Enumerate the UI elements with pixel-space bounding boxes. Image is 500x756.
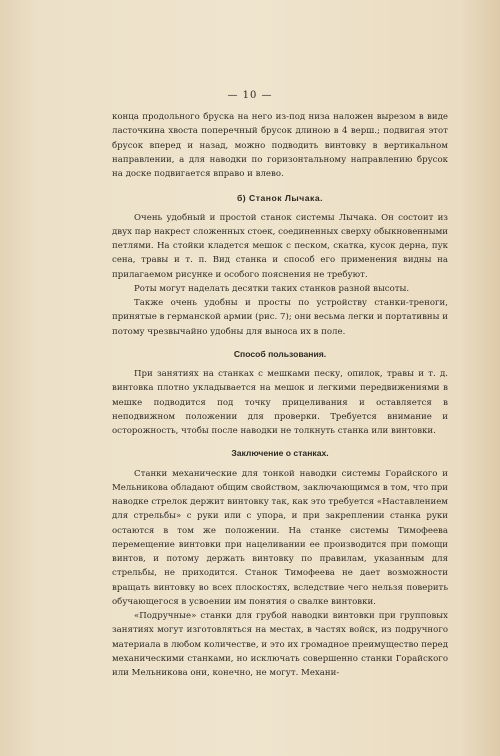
paragraph: Станки механические для тонкой наводки системы Горайского и Мельникова обладают общим свойством, заключающимся в том, что при наводке стрелок держит винтовку так, как это требуется «Наставлением для стрельбы» с руки или с упора, и при закреплении станка руки остаются в том же положении. На станке системы Тимофеева перемещение винтовки при нацеливании ее производится при помощи винтов, и потому держать винтовку по правилам, указанным для стрельбы, не приходится. Станок Тимофеева не дает возможности вращать винтовку во всех плоскостях, вследствие чего нельзя поверить обучающегося в усвоении им понятия о свалке винтовки. — [112, 468, 448, 607]
paragraph: При занятиях на станках с мешками песку, опилок, травы и т. д. винтовка плотно укладывается на мешок и легкими передвижениями в мешке подводится под точку прицеливания и оставляется в неподвижном положении для проверки. Требуется внимание и осторожность, чтобы после наводки не толкнуть станка или винтовки. — [112, 369, 448, 436]
section-heading-usage: Способ пользования. — [233, 348, 327, 359]
paragraph: конца продольного бруска на него из-под низа наложен вырезом в виде ласточкина хвоста поперечный брусок длиною в 4 верш.; подвигая этот брусок вперед и назад, можно подводить винтовку в вертикальном направлении, а для наводки по горизонтальному направлению брусок на доске подвигается вправо и влево. — [112, 112, 448, 179]
paragraph: «Подручные» станки для грубой наводки винтовки при групповых занятиях могут изготовляться на местах, в частях войск, из подручного материала в любом количестве, и это их громадное преимущество перед механическими станками, но исключать совершенно станки Горайского или Мельникова они, конечно, не могут. Механи- — [112, 611, 448, 678]
paragraph: Очень удобный и простой станок системы Лычака. Он состоит из двух пар накрест сложенных стоек, соединенных сверху обыкновенными петлями. На стойки кладется мешок с песком, скатка, кусок дерна, пук сена, травы и т. п. Вид станка и способ его применения видны на прилагаемом рисунке и особого пояснения не требуют. — [112, 212, 448, 280]
page-number: — 10 — — [227, 90, 273, 101]
section-heading-lychak: б) Станок Лычака. — [237, 193, 323, 204]
page-body — [112, 110, 448, 680]
section-heading-conclusion: Заключение о станках. — [231, 448, 329, 459]
paragraph: Роты могут наделать десятки таких станков разной высоты. — [134, 283, 410, 294]
paragraph: Также очень удобны и просты по устройству станки-треноги, принятые в германской армии (рис. 7); они весьма легки и портативны и потому чрезвычайно удобны для выноса их в поле. — [112, 298, 448, 337]
